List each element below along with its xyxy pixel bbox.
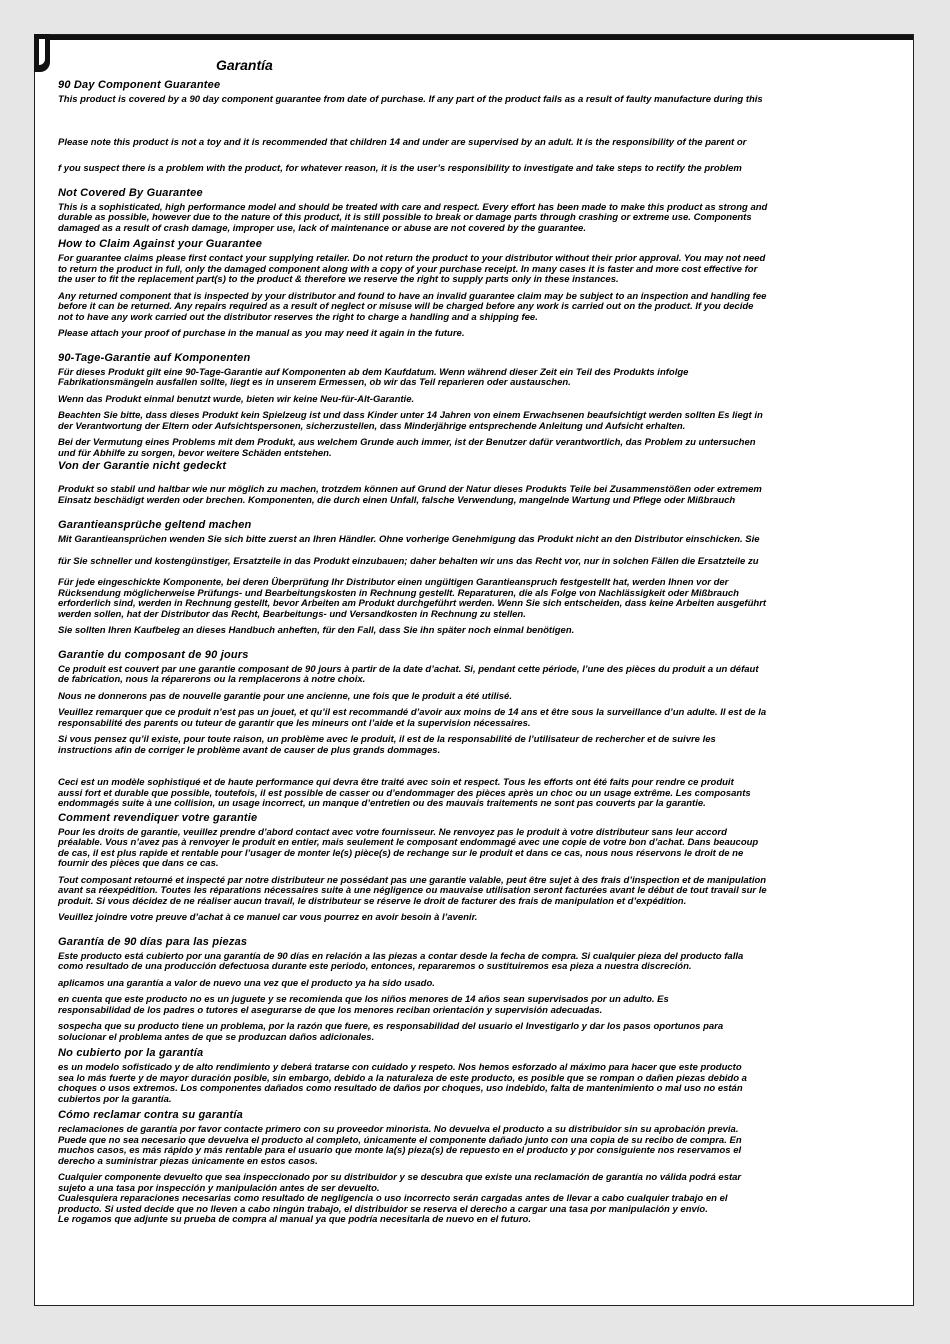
paragraph-es-5: es un modelo sofisticado y de alto rendimiento y deberá tratarse con cuidado y respeto. Nos hemos esforzado al máximo para hacer que este producto sea lo más fuerte y de mayor duración posible, sin embargo, debido a la naturaleza de este producto, es posible que se rompan o dañen piezas debido a choques o usos extremos. Los componentes dañados como resultado de daños por choques, uso indebido, falta de mantenimiento o mal uso no están cubiertos por la garantía. (58, 1062, 747, 1105)
paragraph-es-2: aplicamos una garantía a valor de nuevo una vez que el producto ya ha sido usado. (58, 977, 435, 989)
paragraph-en-2: Please note this product is not a toy and it is recommended that children 14 and under are supervised by an adult. It is the responsibility of the parent or (58, 136, 747, 148)
paragraph-en-1: This product is covered by a 90 day component guarantee from date of purchase. If any part of the product fails as a result of faulty manufacture during this (58, 94, 763, 105)
manual-page (34, 34, 914, 1306)
paragraph-fr-4: Si vous pensez qu’il existe, pour toute raison, un problème avec le produit, il est de la responsabilité de l’utilisateur de rechercher et de suivre les instructions afin de corriger le problème avant de causer de plus grands dommages. (58, 734, 716, 756)
paragraph-fr-1: Ce produit est couvert par une garantie composant de 90 jours à partir de la date d’achat. Si, pendant cette période, l’une des pièces du produit a un défaut de fabrication, nous la réparerons ou la remplacerons à notre choix. (58, 663, 759, 685)
section-heading-en-guarantee: 90 Day Component Guarantee (58, 79, 221, 91)
paragraph-en-4: This is a sophisticated, high performance model and should be treated with care and respect. Every effort has been made to make this product as strong and durable as possible, however due to the nature of this product, it is still possible to break or damage parts through crashing or extreme use. Components damaged as a result of crash damage, improper use, lack of maintenance or abuse are not covered by the guarantee. (58, 201, 768, 234)
paragraph-es-3: en cuenta que este producto no es un juguete y se recomienda que los niños menores de 14 años sean supervisados por un adulto. Es responsabilidad de los padres o tutores el asegurarse de que los menores reciban orientación y supervisión adecuadas. (58, 994, 669, 1016)
paragraph-de-3: Beachten Sie bitte, dass dieses Produkt kein Spielzeug ist und dass Kinder unter 14 Jahren von einem Erwachsenen beaufsichtigt werden sollten Es liegt in der Verantwortung der Eltern oder Aufsichtspersonen, sicherzustellen, dass Minderjährige entsprechende Anleitung und Aufsicht erhalten. (58, 410, 763, 432)
section-heading-fr-claim: Comment revendiquer votre garantie (58, 811, 258, 824)
paragraph-fr-2: Nous ne donnerons pas de nouvelle garantie pour une ancienne, une fois que le produit a été utilisé. (58, 690, 512, 702)
section-heading-en-not-covered: Not Covered By Guarantee (58, 186, 203, 199)
paragraph-en-3: f you suspect there is a problem with the product, for whatever reason, it is the user’s responsibility to investigate and take steps to rectify the problem (58, 163, 742, 174)
paragraph-de-9: Sie sollten Ihren Kaufbeleg an dieses Handbuch anheften, für den Fall, dass Sie ihn später noch einmal benötigen. (58, 625, 575, 636)
paragraph-en-6: Any returned component that is inspected by your distributor and found to have an invalid guarantee claim may be subject to an inspection and handling fee before it can be returned. Any repairs required as a result of neglect or misuse will be charged before any work is carried out on the product. If you decide not to have any work carried out the distributor reserves the right to charge a handling and a shipping fee. (58, 290, 767, 323)
paragraph-de-1: Für dieses Produkt gilt eine 90-Tage-Garantie auf Komponenten ab dem Kaufdatum. Wenn während dieser Zeit ein Teil des Produkts infolge Fabrikationsmängeln ausfallen sollte, liegt es in unserem Ermessen, ob wir das Teil reparieren oder austauschen. (58, 366, 689, 388)
section-heading-es-guarantee: Garantía de 90 días para las piezas (58, 935, 248, 948)
paragraph-es-1: Este producto está cubierto por una garantía de 90 días en relación a las piezas a contar desde la fecha de compra. Si cualquier pieza del producto falla como resultado de una producción defectuosa durante este periodo, entonces, repararemos o sustituiremos esa pieza a nuestra discreción. (58, 950, 744, 972)
top-rule (35, 35, 913, 40)
page-title: Garantía (216, 57, 273, 73)
paragraph-en-5: For guarantee claims please first contact your supplying retailer. Do not return the product to your distributor without their prior approval. You may not need to return the product in full, only the damaged component along with a copy of your purchase receipt. In many cases it is faster and more cost effective for the user to fit the replacement part(s) to the product & therefore we reserve the right to supply parts only in these instances. (58, 253, 766, 285)
paragraph-de-2: Wenn das Produkt einmal benutzt wurde, bieten wir keine Neu-für-Alt-Garantie. (58, 393, 415, 405)
section-heading-de-not-covered: Von der Garantie nicht gedeckt (58, 460, 227, 472)
page-content (58, 57, 894, 1232)
corner-bracket (34, 34, 50, 72)
section-heading-es-not-covered: No cubierto por la garantía (58, 1047, 204, 1059)
section-heading-fr-guarantee: Garantie du composant de 90 jours (58, 648, 249, 661)
paragraph-en-7: Please attach your proof of purchase in the manual as you may need it again in the future. (58, 328, 465, 339)
section-heading-de-guarantee: 90-Tage-Garantie auf Komponenten (58, 351, 251, 364)
paragraph-de-7: für Sie schneller und kostengünstiger, Ersatzteile in das Produkt einzubauen; daher behalten wir uns das Recht vor, nur in solchen Fällen die Ersatzteile zu (58, 555, 759, 567)
paragraph-de-4: Bei der Vermutung eines Problems mit dem Produkt, aus welchem Grunde auch immer, ist der Benutzer dafür verantwortlich, das Problem zu untersuchen und für Abhilfe zu sorgen, bevor weitere Schäden entstehen. (58, 437, 756, 459)
paragraph-fr-5: Ceci est un modèle sophistiqué et de haute performance qui devra être traité avec soin et respect. Tous les efforts ont été faits pour rendre ce produit aussi fort et durable que possible, toutefois, il est possible de casser ou d’endommager des pièces après un choc ou un usage extrême. Les composants endommagés suite à une collision, un usage incorrect, un manque d’entretien ou des mauvais traitements ne sont pas couverts par la garantie. (58, 777, 751, 809)
paragraph-fr-6: Pour les droits de garantie, veuillez prendre d’abord contact avec votre fournisseur. Ne renvoyez pas le produit à votre distributeur sans leur accord préalable. Vous n’avez pas à renvoyer le produit en entier, mais seulement le composant endommagé avec une copie de votre bon d’achat. Dans beaucoup de cas, il est plus rapide et rentable pour l’usager de monter le(s) pièce(s) de rechange sur le produit et dans ce cas, nous nous réservons le droit de ne fournir des pièces que dans ce cas. (58, 826, 759, 869)
paragraph-es-4: sospecha que su producto tiene un problema, por la razón que fuere, es responsabilidad del usuario el Investigarlo y dar los pasos oportunos para solucionar el problema antes de que se produzcan daños adicionales. (58, 1021, 724, 1043)
paragraph-es-6: reclamaciones de garantía por favor contacte primero con su proveedor minorista. No devuelva el producto a su distribuidor sin su aprobación previa. Puede que no sea necesario que devuelva el producto al completo, únicamente el componente dañado junto con una copia de su recibo de compra. En muchos casos, es más rápido y más rentable para el usuario que monte la(s) pieza(s) de repuesto en el producto y por consiguiente nos reservamos el derecho a suministrar piezas únicamente en estos casos. (58, 1124, 742, 1167)
paragraph-de-6: Mit Garantieansprüchen wenden Sie sich bitte zuerst an Ihren Händler. Ohne vorherige Genehmigung das Produkt nicht an den Distributor einschicken. Sie (58, 534, 760, 545)
section-heading-de-claim: Garantieansprüche geltend machen (58, 519, 252, 531)
paragraph-es-7: Cualquier componente devuelto que sea inspeccionado por su distribuidor y se descubra que existe una reclamación de garantía no válida podrá estar sujeto a una tasa por inspección y manipulación antes de ser devuelto. Cualesquiera reparaciones necesarias como resultado de negligencia o uso incorrecto serán cargadas antes de llevar a cabo cualquier trabajo en el producto. Si usted decide que no lleven a cabo ningún trabajo, el distribuidor se reserva el derecho a cargar una tasa por manipulación y envío. Le rogamos que adjunte su prueba de compra al manual ya que podría necesitarla de nuevo en el futuro. (58, 1172, 742, 1225)
section-heading-es-claim: Cómo reclamar contra su garantía (58, 1109, 243, 1121)
paragraph-de-5: Produkt so stabil und haltbar wie nur möglich zu machen, trotzdem können auf Grund der Natur dieses Produkts Teile bei Zusammenstößen oder extremem Einsatz beschädigt werden oder brechen. Komponenten, die durch einen Unfall, falsche Verwendung, mangelnde Wartung und Pflege oder Mißbrauch (58, 484, 762, 506)
paragraph-fr-8: Veuillez joindre votre preuve d’achat à ce manuel car vous pourrez en avoir besoin à l’avenir. (58, 912, 478, 923)
paragraph-de-8: Für jede eingeschickte Komponente, bei deren Überprüfung Ihr Distributor einen ungültigen Garantieanspruch festgestellt hat, werden Ihnen vor der Rücksendung möglicherweise Prüfungs- und Bearbeitungskosten in Rechnung gestellt. Reparaturen, die als Folge von Nachlässigkeit oder Mißbrauch erforderlich sind, werden in Rechnung gestellt, bevor Arbeiten am Produkt durchgeführt werden. Wenn Sie sich entscheiden, dass keine Arbeiten ausgeführt werden sollen, hat der Distributor das Recht, Bearbeitungs- und Versandkosten in Rechnung zu stellen. (58, 577, 767, 620)
paragraph-fr-3: Veuillez remarquer que ce produit n’est pas un jouet, et qu’il est recommandé d’avoir aux moins de 14 ans et être sous la surveillance d’un adulte. Il est de la responsabilité des parents ou tuteur de garantir que les mineurs ont l’aide et la supervision nécessaires. (58, 707, 767, 729)
paragraph-fr-7: Tout composant retourné et inspecté par notre distributeur ne possédant pas une garantie valable, peut être sujet à des frais d’inspection et de manipulation avant sa réexpédition. Toutes les réparations nécessaires suite à une négligence ou mauvaise utilisation seront facturées avant le début de tout travail sur le produit. Si vous décidez de ne réaliser aucun travail, le distributeur se réserve le droit de facturer des frais de manipulation et d’expédition. (58, 874, 767, 907)
section-heading-en-claim: How to Claim Against your Guarantee (58, 238, 263, 250)
